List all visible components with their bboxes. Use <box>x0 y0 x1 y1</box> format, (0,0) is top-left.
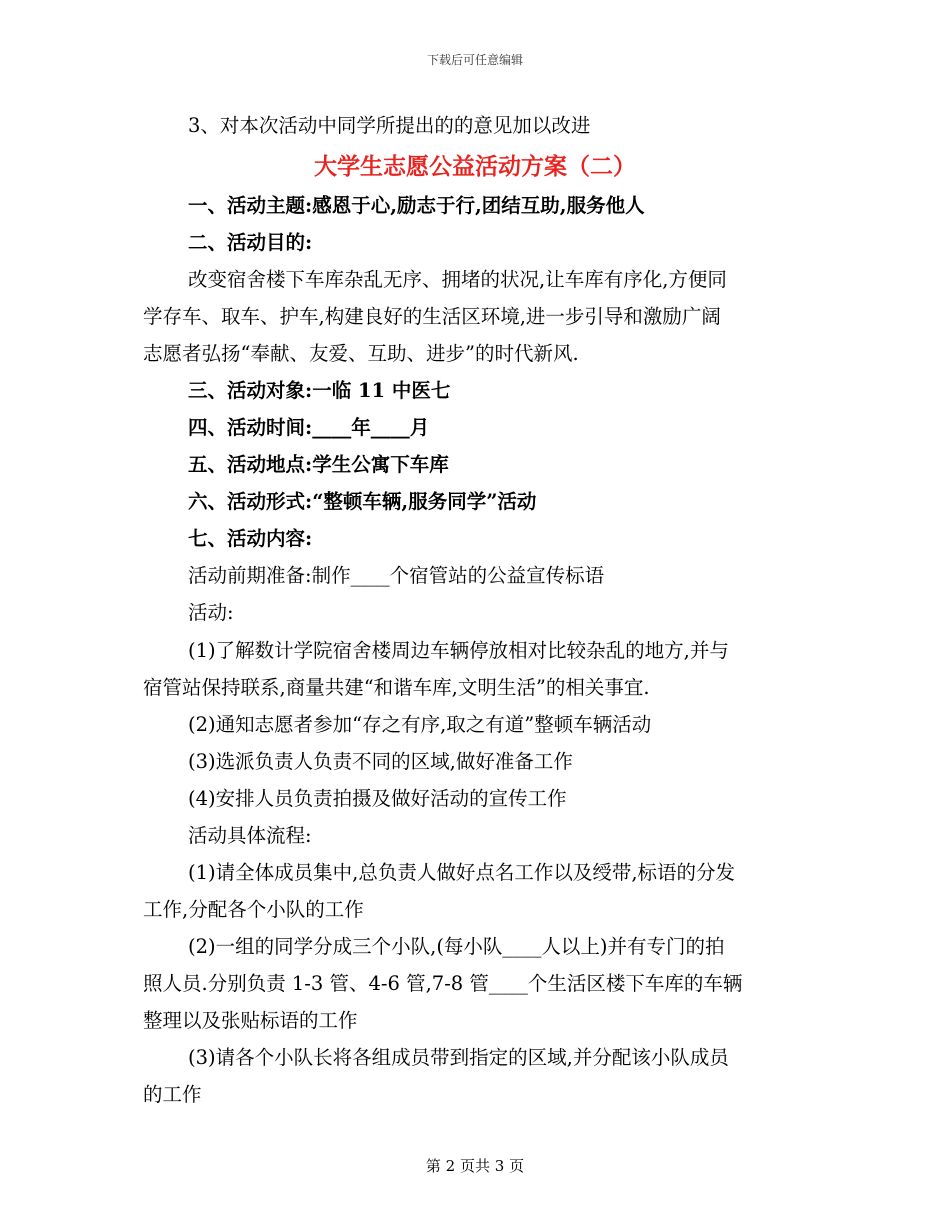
flow-item-line: (2)一组的同学分成三个小队,(每小队____人以上)并有专门的拍 <box>188 935 725 958</box>
section-location: 五、活动地点:学生公寓下车库 <box>188 453 449 476</box>
flow-item-line: 工作,分配各个小队的工作 <box>143 898 364 921</box>
intro-line: 3、对本次活动中同学所提出的的意见加以改进 <box>188 114 591 137</box>
flow-item-line: (3)请各个小队长将各组成员带到指定的区域,并分配该小队成员 <box>188 1046 729 1069</box>
activity-item-line: (2)通知志愿者参加“存之有序,取之有道”整顿车辆活动 <box>188 713 652 736</box>
section-form: 六、活动形式:“整顿车辆,服务同学”活动 <box>188 490 537 513</box>
flow-item-line: 整理以及张贴标语的工作 <box>143 1009 358 1032</box>
flow-heading: 活动具体流程: <box>188 824 312 847</box>
purpose-paragraph-line: 改变宿舍楼下车库杂乱无序、拥堵的状况,让车库有序化,方便同 <box>188 268 727 291</box>
flow-item-line: (1)请全体成员集中,总负责人做好点名工作以及绶带,标语的分发 <box>188 861 736 884</box>
section-target: 三、活动对象:一临 11 中医七 <box>188 379 451 402</box>
section-content-heading: 七、活动内容: <box>188 527 313 550</box>
content-activity-label: 活动: <box>188 601 234 624</box>
content-prep-line: 活动前期准备:制作____个宿管站的公益宣传标语 <box>188 564 605 587</box>
purpose-paragraph-line: 学存车、取车、护车,构建良好的生活区环境,进一步引导和激励广阔 <box>143 305 721 328</box>
activity-item-line: (1)了解数计学院宿舍楼周边车辆停放相对比较杂乱的地方,并与 <box>188 639 729 662</box>
document-title: 大学生志愿公益活动方案（二） <box>314 153 636 180</box>
page-header: 下载后可任意编辑 <box>426 53 523 67</box>
activity-item-line: 宿管站保持联系,商量共建“和谐车库,文明生活”的相关事宜. <box>143 676 650 699</box>
section-theme: 一、活动主题:感恩于心,励志于行,团结互助,服务他人 <box>188 194 645 217</box>
section-purpose-heading: 二、活动目的: <box>188 231 313 254</box>
activity-item-line: (4)安排人员负责拍摄及做好活动的宣传工作 <box>188 787 567 810</box>
purpose-paragraph-line: 志愿者弘扬“奉献、友爱、互助、进步”的时代新风. <box>143 342 579 365</box>
page-footer: 第 2 页共 3 页 <box>425 1157 525 1175</box>
flow-item-line: 的工作 <box>143 1083 202 1106</box>
activity-item-line: (3)选派负责人负责不同的区域,做好准备工作 <box>188 750 573 773</box>
section-time: 四、活动时间:____年____月 <box>188 416 430 439</box>
flow-item-line: 照人员.分别负责 1-3 管、4-6 管,7-8 管____个生活区楼下车库的车辆 <box>143 972 743 995</box>
